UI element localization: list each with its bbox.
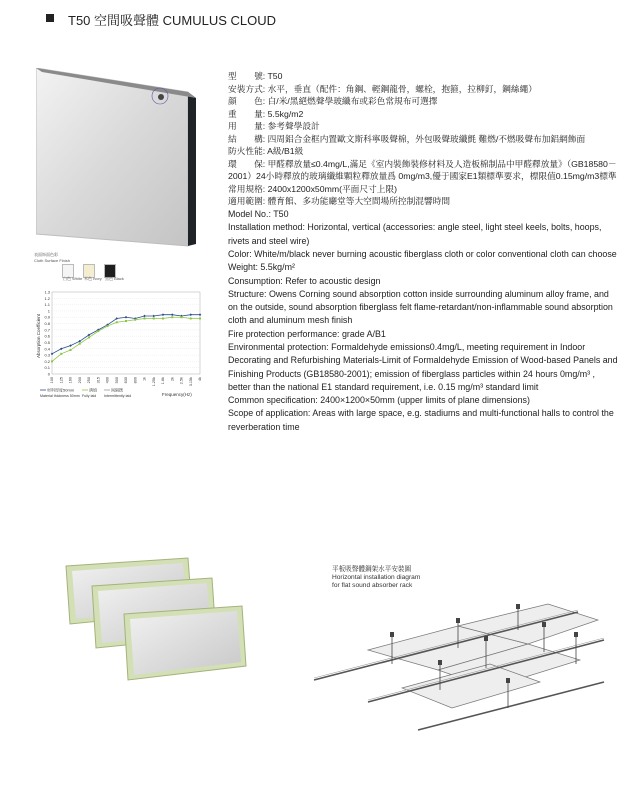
chart-legend-label-en: Material thickness 50mm (40, 394, 80, 398)
chart-ytick-label: 0.1 (44, 365, 50, 371)
chart-ytick-label: 0.5 (44, 339, 50, 345)
chart-xtick-label: 630 (124, 377, 128, 384)
absorption-chart-svg (30, 286, 205, 406)
spec-en-row: Structure: Owens Corning sound absorption cotton inside surrounding aluminum alloy frame, and on the outside, sound absorption fiberglass felt flame-retardant/non-inflammable sound absorption cloth and aluminum mesh finish (228, 288, 613, 326)
spec-cn-key: 重 量: (228, 108, 266, 119)
spec-cn-row (228, 70, 620, 83)
swatch-label-white: 白色 White (63, 276, 83, 281)
spec-cn-value: T50 (267, 71, 283, 81)
chart-point (189, 313, 192, 316)
chart-point (88, 336, 90, 338)
chart-series-line (52, 317, 200, 361)
chart-xtick-label: 315 (96, 377, 101, 384)
spec-cn-value: 四周鋁合金框内置歐文斯科寧吸聲棉，外包吸聲玻纖氈 難燃/不燃吸聲布加鋁網飾面 (267, 133, 586, 144)
chart-ytick-label: 1.3 (44, 289, 50, 295)
chart-xtick-label: 3.15k (188, 377, 193, 387)
header-bullet (46, 14, 54, 22)
spec-en-row: Consumption: Refer to acoustic design (228, 275, 381, 286)
chart-xtick-label: 4k (198, 377, 202, 382)
chart-point (51, 360, 53, 362)
spec-cn-row (228, 145, 620, 158)
spec-cn-row (228, 158, 620, 183)
spec-cn-row (228, 195, 620, 208)
chart-xtick-label: 1.25k (151, 377, 156, 387)
chart-ylabel: Absorption Coefficient (36, 314, 41, 358)
spec-cn-row (228, 108, 620, 121)
chart-point (116, 321, 118, 323)
spec-cn-row (228, 183, 620, 196)
chart-ytick-label: 1.2 (44, 295, 50, 301)
spec-cn-key: 常用規格: (228, 183, 266, 194)
install-title-en2: for flat sound absorber rack (332, 582, 413, 589)
spec-cn-key: 顔 色: (228, 96, 266, 107)
chart-point (162, 313, 165, 316)
spec-cn-key: 安裝方式: (228, 83, 266, 94)
install-drawing (308, 590, 608, 740)
spec-cn-value: A級/B1級 (267, 146, 304, 157)
spec-en-row: Environmental protection: Formaldehyde emissions0.4mg/L, meeting requirement in Indoor Decorating and Refurbishing Materials-Limit of Formaldehyde Emission of Wood-based Panels and Finishing Products (GB18580-2001); emission of fiberglass particles within 24 hours 0mg/m³ , better than the national E1 standard requirement, i.e. 0.15 mg/m³ standard limit (228, 341, 618, 392)
chart-point (143, 315, 146, 318)
product-panel-photo (36, 68, 216, 248)
chart-xtick-label: 1.6k (161, 377, 165, 385)
chart-legend-label-en: Fully laid (82, 394, 97, 398)
swatch-subtitle: Cloth Surface Finish (34, 258, 71, 263)
page-header (0, 0, 644, 40)
spec-cn-row (228, 133, 620, 146)
spec-cn-key: 型 號: (228, 71, 266, 81)
chart-point (190, 317, 192, 319)
chart-xtick-label: 2k (170, 377, 175, 382)
chart-legend-label: 满填 (89, 387, 97, 393)
spec-cn-value: 参考聲學設計 (267, 121, 320, 132)
chart-xtick-label: 125 (59, 377, 64, 384)
chart-point (162, 317, 164, 319)
chart-ytick-label: 0.7 (44, 327, 50, 333)
chart-point (152, 315, 155, 318)
spec-cn-value: 白/米/黑絕燃聲學玻纖布或彩色常規布可選擇 (267, 96, 438, 107)
chart-point (144, 317, 146, 319)
chart-legend-label-en: Intermittently laid (104, 394, 132, 398)
spec-en-list (228, 208, 620, 434)
spec-text (228, 70, 620, 434)
chart-ytick-label: 1.1 (44, 302, 50, 308)
chart-ytick-label: 1 (47, 308, 50, 314)
spec-cn-row (228, 95, 620, 108)
spec-cn-value: 體育館、多功能廳堂等大空間場所控制混響時間 (267, 196, 451, 207)
chart-point (60, 353, 62, 355)
chart-legend-label: 间隔摆 (111, 387, 123, 393)
spec-cn-value: 水平，垂直（配件：角鋼、輕鋼龍骨，螺栓，抱箍，拉柳釘，鋼絲繩） (267, 83, 537, 94)
spec-cn-key: 用 量: (228, 121, 266, 132)
spec-en-row: Weight: 5.5kg/m² (228, 262, 295, 273)
chart-point (153, 317, 155, 319)
chart-ytick-label: 0.2 (44, 358, 50, 364)
chart-point (171, 313, 174, 316)
chart-point (70, 349, 72, 351)
install-title-cn: 平板吸聲體鋼架水平安裝圖 (332, 566, 412, 573)
chart-point (171, 316, 173, 318)
chart-ytick-label: 0.6 (44, 333, 50, 339)
page-title: T50 空間吸聲體 CUMULUS CLOUD (68, 13, 277, 28)
spec-cn-key: 適用範圍: (228, 196, 266, 207)
install-diagram (308, 566, 608, 740)
chart-xlabel: Frequency(Hz) (162, 392, 192, 397)
chart-xtick-label: 160 (68, 377, 73, 384)
swatch-label-black: 黑色 Black (105, 276, 124, 281)
spec-cn-value: 甲醛釋放量≤0.4mg/L,滿足《室内裝飾裝修材料及人造板棉制品中甲醛釋放量》（GB18580－2001）24小時釋放的玻璃纖維顆粒釋放量爲 0mg/m3,優于國家E1類標準要求，標限值0.15mg/m3標準 (228, 158, 617, 182)
spec-en-row: Color: White/m/black never burning acoustic fiberglass cloth or color conventional cloth can choose (228, 248, 617, 259)
chart-point (125, 316, 128, 319)
spec-cn-value: 2400x1200x50mm(平面尺寸上限) (267, 183, 397, 194)
chart-xtick-label: 400 (105, 377, 110, 384)
chart-xtick-label: 250 (87, 377, 91, 384)
spec-cn-key: 環 保: (228, 158, 266, 169)
chart-point (199, 313, 202, 316)
chart-ytick-label: 0 (47, 371, 50, 377)
spec-en-row: Fire protection performance: grade A/B1 (228, 328, 386, 339)
three-panels-photo (62, 556, 248, 688)
chart-ytick-label: 0.8 (44, 321, 50, 327)
chart-ytick-label: 0.9 (44, 314, 50, 320)
swatch-title: 表面饰面色彩 (34, 252, 58, 257)
chart-point (107, 325, 109, 327)
spec-cn-key: 結 構: (228, 133, 266, 144)
spec-cn-key: 防火性能: (228, 146, 266, 157)
chart-point (125, 320, 127, 322)
chart-xtick-label: 100 (50, 377, 54, 384)
chart-xtick-label: 200 (77, 377, 82, 384)
chart-ytick-label: 0.4 (44, 346, 50, 352)
spec-cn-row (228, 83, 620, 96)
spec-cn-value: 5.5kg/m2 (267, 108, 304, 119)
chart-xtick-label: 2.5k (179, 377, 184, 385)
swatch-label-ivory: 米色 Ivory (84, 276, 102, 281)
spec-cn-row (228, 120, 620, 133)
install-title-en1: Horizontal installation diagram (332, 574, 421, 581)
absorption-chart (30, 286, 205, 406)
chart-xtick-label: 1k (142, 377, 147, 382)
chart-legend-label: 材料厚度50mm (47, 387, 75, 393)
chart-frame (52, 292, 200, 374)
chart-point (79, 343, 81, 345)
chart-point (69, 344, 72, 347)
chart-xtick-label: 800 (133, 377, 138, 384)
spec-en-row: Common specification: 2400×1200×50mm (upper limits of plane dimensions) (228, 395, 530, 406)
spec-en-row: Model No.: T50 (228, 209, 289, 220)
spec-en-row: Installation method: Horizontal, vertical (accessories: angle steel, light steel keels, bolts, hoops, rivets and steel wire) (228, 222, 602, 246)
chart-point (97, 330, 99, 332)
spec-en-row: Scope of application: Areas with large space, e.g. stadiums and multi-functional halls to control the reverberation time (228, 408, 614, 432)
chart-xtick-label: 500 (114, 377, 119, 384)
spec-cn-list (228, 70, 620, 208)
chart-point (181, 316, 183, 318)
chart-ytick-label: 0.3 (44, 352, 50, 358)
chart-point (134, 319, 136, 321)
chart-point (199, 317, 201, 319)
